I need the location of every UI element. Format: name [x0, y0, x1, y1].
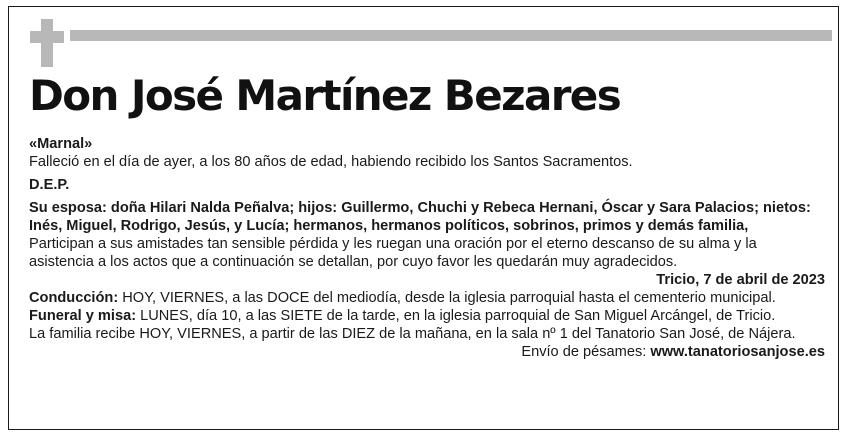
deceased-name: Don José Martínez Bezares [29, 71, 621, 120]
vigil-info: La familia recibe HOY, VIERNES, a partir de las DIEZ de la mañana, en la sala nº 1 del Tanatorio San José, de Nájera. [29, 326, 796, 342]
funeral-label: Funeral y misa: [29, 308, 137, 324]
dep-label: D.E.P. [29, 177, 70, 193]
obituary-body [29, 135, 825, 361]
funeral-line [29, 307, 825, 325]
condolences-line [29, 343, 825, 361]
obituary-card [8, 6, 839, 430]
death-notice: Falleció en el día de ayer, a los 80 años de edad, habiendo recibido los Santos Sacramentos. [29, 154, 633, 170]
conduccion-text: HOY, VIERNES, a las DOCE del mediodía, desde la iglesia parroquial hasta el cementerio municipal. [118, 290, 776, 306]
family-list: Su esposa: doña Hilari Nalda Peñalva; hijos: Guillermo, Chuchi y Rebeca Hernani, Óscar y Sara Palacios; nietos: Inés, Miguel, Rodrigo, Jesús, y Lucía; hermanos, hermanos políticos, sobrinos, primos y demás familia, [29, 200, 811, 234]
header-rule [70, 30, 832, 41]
conduccion-line [29, 289, 825, 307]
conduccion-label: Conducción: [29, 290, 119, 306]
condolences-link[interactable]: www.tanatoriosanjose.es [650, 344, 825, 360]
alias: «Marnal» [29, 136, 93, 152]
place-date: Tricio, 7 de abril de 2023 [656, 272, 825, 288]
announcement: Participan a sus amistades tan sensible pérdida y les ruegan una oración por el eterno descanso de su alma y la asistencia a los actos que a continuación se detallan, por cuyo favor les quedarán muy agradecidos. [29, 236, 757, 270]
funeral-text: LUNES, día 10, a las SIETE de la tarde, en la iglesia parroquial de San Miguel Arcángel, de Tricio. [136, 308, 776, 324]
condolences-label: Envío de pésames: [521, 344, 651, 360]
